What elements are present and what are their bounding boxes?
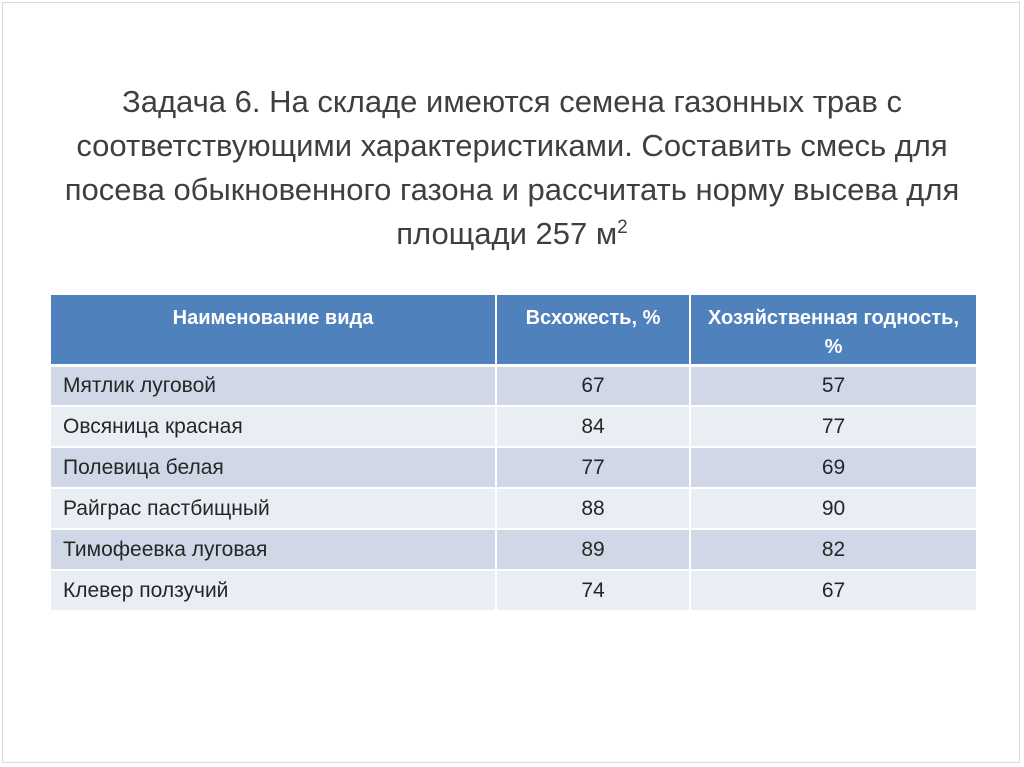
cell-fitness: 57 bbox=[690, 365, 976, 406]
cell-fitness: 77 bbox=[690, 406, 976, 447]
cell-fitness: 90 bbox=[690, 488, 976, 529]
header-germination: Всхожесть, % bbox=[496, 295, 690, 365]
slide-title-superscript: 2 bbox=[617, 217, 628, 238]
table-row bbox=[51, 488, 976, 529]
cell-germination: 88 bbox=[496, 488, 690, 529]
cell-fitness: 69 bbox=[690, 447, 976, 488]
table-header-row bbox=[51, 295, 976, 365]
cell-name: Клевер ползучий bbox=[51, 570, 496, 611]
cell-name: Мятлик луговой bbox=[51, 365, 496, 406]
table-row bbox=[51, 447, 976, 488]
table-row bbox=[51, 406, 976, 447]
cell-name: Тимофеевка луговая bbox=[51, 529, 496, 570]
cell-germination: 67 bbox=[496, 365, 690, 406]
cell-germination: 74 bbox=[496, 570, 690, 611]
cell-fitness: 67 bbox=[690, 570, 976, 611]
cell-name: Овсяница красная bbox=[51, 406, 496, 447]
seed-table bbox=[51, 295, 976, 612]
header-fitness: Хозяйственная годность, % bbox=[690, 295, 976, 365]
cell-name: Полевица белая bbox=[51, 447, 496, 488]
table-row bbox=[51, 529, 976, 570]
slide-title bbox=[60, 80, 964, 256]
cell-germination: 77 bbox=[496, 447, 690, 488]
cell-germination: 84 bbox=[496, 406, 690, 447]
cell-fitness: 82 bbox=[690, 529, 976, 570]
slide-title-text: Задача 6. На складе имеются семена газонных трав с соответствующими характеристиками. Составить смесь для посева обыкновенного газона и рассчитать норму высева для площади 257 м bbox=[64, 84, 960, 251]
cell-name: Райграс пастбищный bbox=[51, 488, 496, 529]
cell-germination: 89 bbox=[496, 529, 690, 570]
table-row bbox=[51, 365, 976, 406]
header-name: Наименование вида bbox=[51, 295, 496, 365]
table-row bbox=[51, 570, 976, 611]
